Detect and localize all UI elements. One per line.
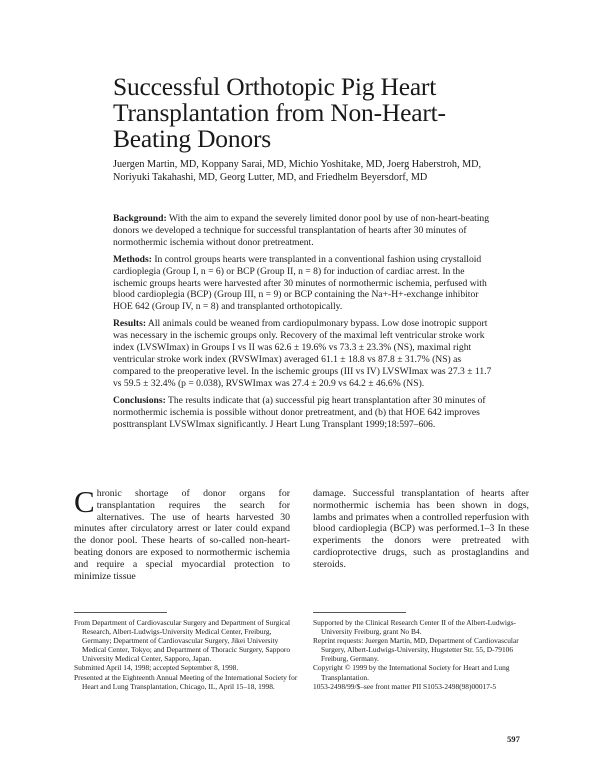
body-column-right: [313, 488, 529, 571]
footnote-presented: Presented at the Eighteenth Annual Meeting of the International Society for Heart and Lung Transplantation, Chicago, IL, April 15–18, 1998.: [74, 672, 298, 691]
abstract-methods: [113, 254, 493, 314]
results-text: All animals could be weaned from cardiopulmonary bypass. Low dose inotropic support was necessary in the ischemic groups only. Recovery of the maximal left ventricular stroke work index (LVSWImax) in Groups I vs II was 62.6 ± 19.6% vs 73.3 ± 23.3% (NS), maximal right ventricular stroke work index (RVSWImax) averaged 61.1 ± 18.8 vs 87.8 ± 31.7% (NS) as compared to the preoperative level. In the ischemic groups (III vs IV) LVSWImax was 27.3 ± 11.7 vs 59.5 ± 32.4% (p = 0.038), RVSWImax was 27.4 ± 20.9 vs 64.2 ± 46.6% (NS).: [113, 318, 492, 389]
body-paragraph-continued: damage. Successful transplantation of hearts after normothermic ischemia has been shown in dogs, lambs and primates when a controlled reperfusion with blood cardioplegia (BCP) was performed.1–3 In these experiments the donors were pretreated with cardioprotective drugs, such as prostaglandins and steroids.: [313, 488, 529, 570]
footnotes-left: [74, 618, 302, 691]
methods-label: Methods:: [113, 253, 152, 265]
page-number: 597: [507, 734, 520, 744]
conclusions-label: Conclusions:: [113, 394, 166, 406]
abstract-conclusions: [113, 395, 493, 431]
abstract-results: [113, 318, 493, 389]
article-title: Successful Orthotopic Pig Heart Transplantation from Non-Heart-Beating Donors: [113, 72, 446, 153]
background-text: With the aim to expand the severely limited donor pool by use of non-heart-beating donors we developed a technique for successful transplantation of hearts after 30 minutes of normothermic ischemia without donor pretreatment.: [113, 213, 490, 248]
footnote-divider-right: [313, 612, 406, 613]
body-column-left: [74, 484, 290, 582]
author-list: Juergen Martin, MD, Koppany Sarai, MD, Michio Yoshitake, MD, Joerg Haberstroh, MD, Noriyuki Takahashi, MD, Georg Lutter, MD, and Friedhelm Beyersdorf, MD: [113, 159, 482, 183]
footnote-pii: 1053-2498/99/$–see front matter PII S1053-2498(98)00017-5: [313, 681, 497, 691]
drop-cap: C: [74, 484, 95, 519]
abstract-background: [113, 213, 493, 249]
footnote-affiliation: From Department of Cardiovascular Surgery and Department of Surgical Research, Albert-Ludwigs-University Medical Center, Freiburg, Germany; Department of Cardiovascular Surgery, Jikei University Medical Center, Tokyo; and Department of Thoracic Surgery, Sapporo University Medical Center, Sapporo, Japan.: [74, 618, 291, 664]
background-label: Background:: [113, 213, 167, 224]
abstract: [113, 213, 493, 435]
conclusions-text: The results indicate that (a) successful pig heart transplantation after 30 minutes of normothermic ischemia is possible without donor pretreatment, and (b) that HOE 642 improves posttransplant LVSWImax significantly. J Heart Lung Transplant 1999;18:597–606.: [113, 394, 486, 430]
intro-text: hronic shortage of donor organs for transplantation requires the search for alternatives. The use of hearts harvested 30 minutes after circulatory arrest or later could expand the donor pool. These hearts of so-called non-heart-beating donors are exposed to normothermic ischemia and require a special myocardial protection to minimize tissue: [74, 488, 290, 582]
results-label: Results:: [113, 318, 147, 330]
footnote-divider-left: [74, 612, 167, 613]
footnote-reprints: Reprint requests: Juergen Martin, MD, Department of Cardiovascular Surgery, Albert-Ludwigs-University, Hugstetter Str. 55, D-79106 Freiburg, Germany.: [313, 636, 519, 664]
footnote-submitted: Submitted April 14, 1998; accepted September 8, 1998.: [74, 663, 239, 673]
intro-paragraph: [74, 484, 290, 582]
footnotes-right: [313, 618, 541, 691]
methods-text: In control groups hearts were transplanted in a conventional fashion using crystalloid cardioplegia (Group I, n = 6) or BCP (Group II, n = 8) for induction of cardiac arrest. In the ischemic groups hearts were harvested after 30 minutes of normothermic ischemia, perfused with blood cardioplegia (BCP) (Group III, n = 9) or BCP containing the Na+-H+-exchange inhibitor HOE 642 (Group IV, n = 8) and transplanted orthotopically.: [113, 253, 487, 313]
footnote-copyright: Copyright © 1999 by the International Society for Heart and Lung Transplantation.: [313, 663, 510, 682]
footnote-support: Supported by the Clinical Research Center II of the Albert-Ludwigs-University Freiburg, grant No B4.: [313, 618, 516, 637]
